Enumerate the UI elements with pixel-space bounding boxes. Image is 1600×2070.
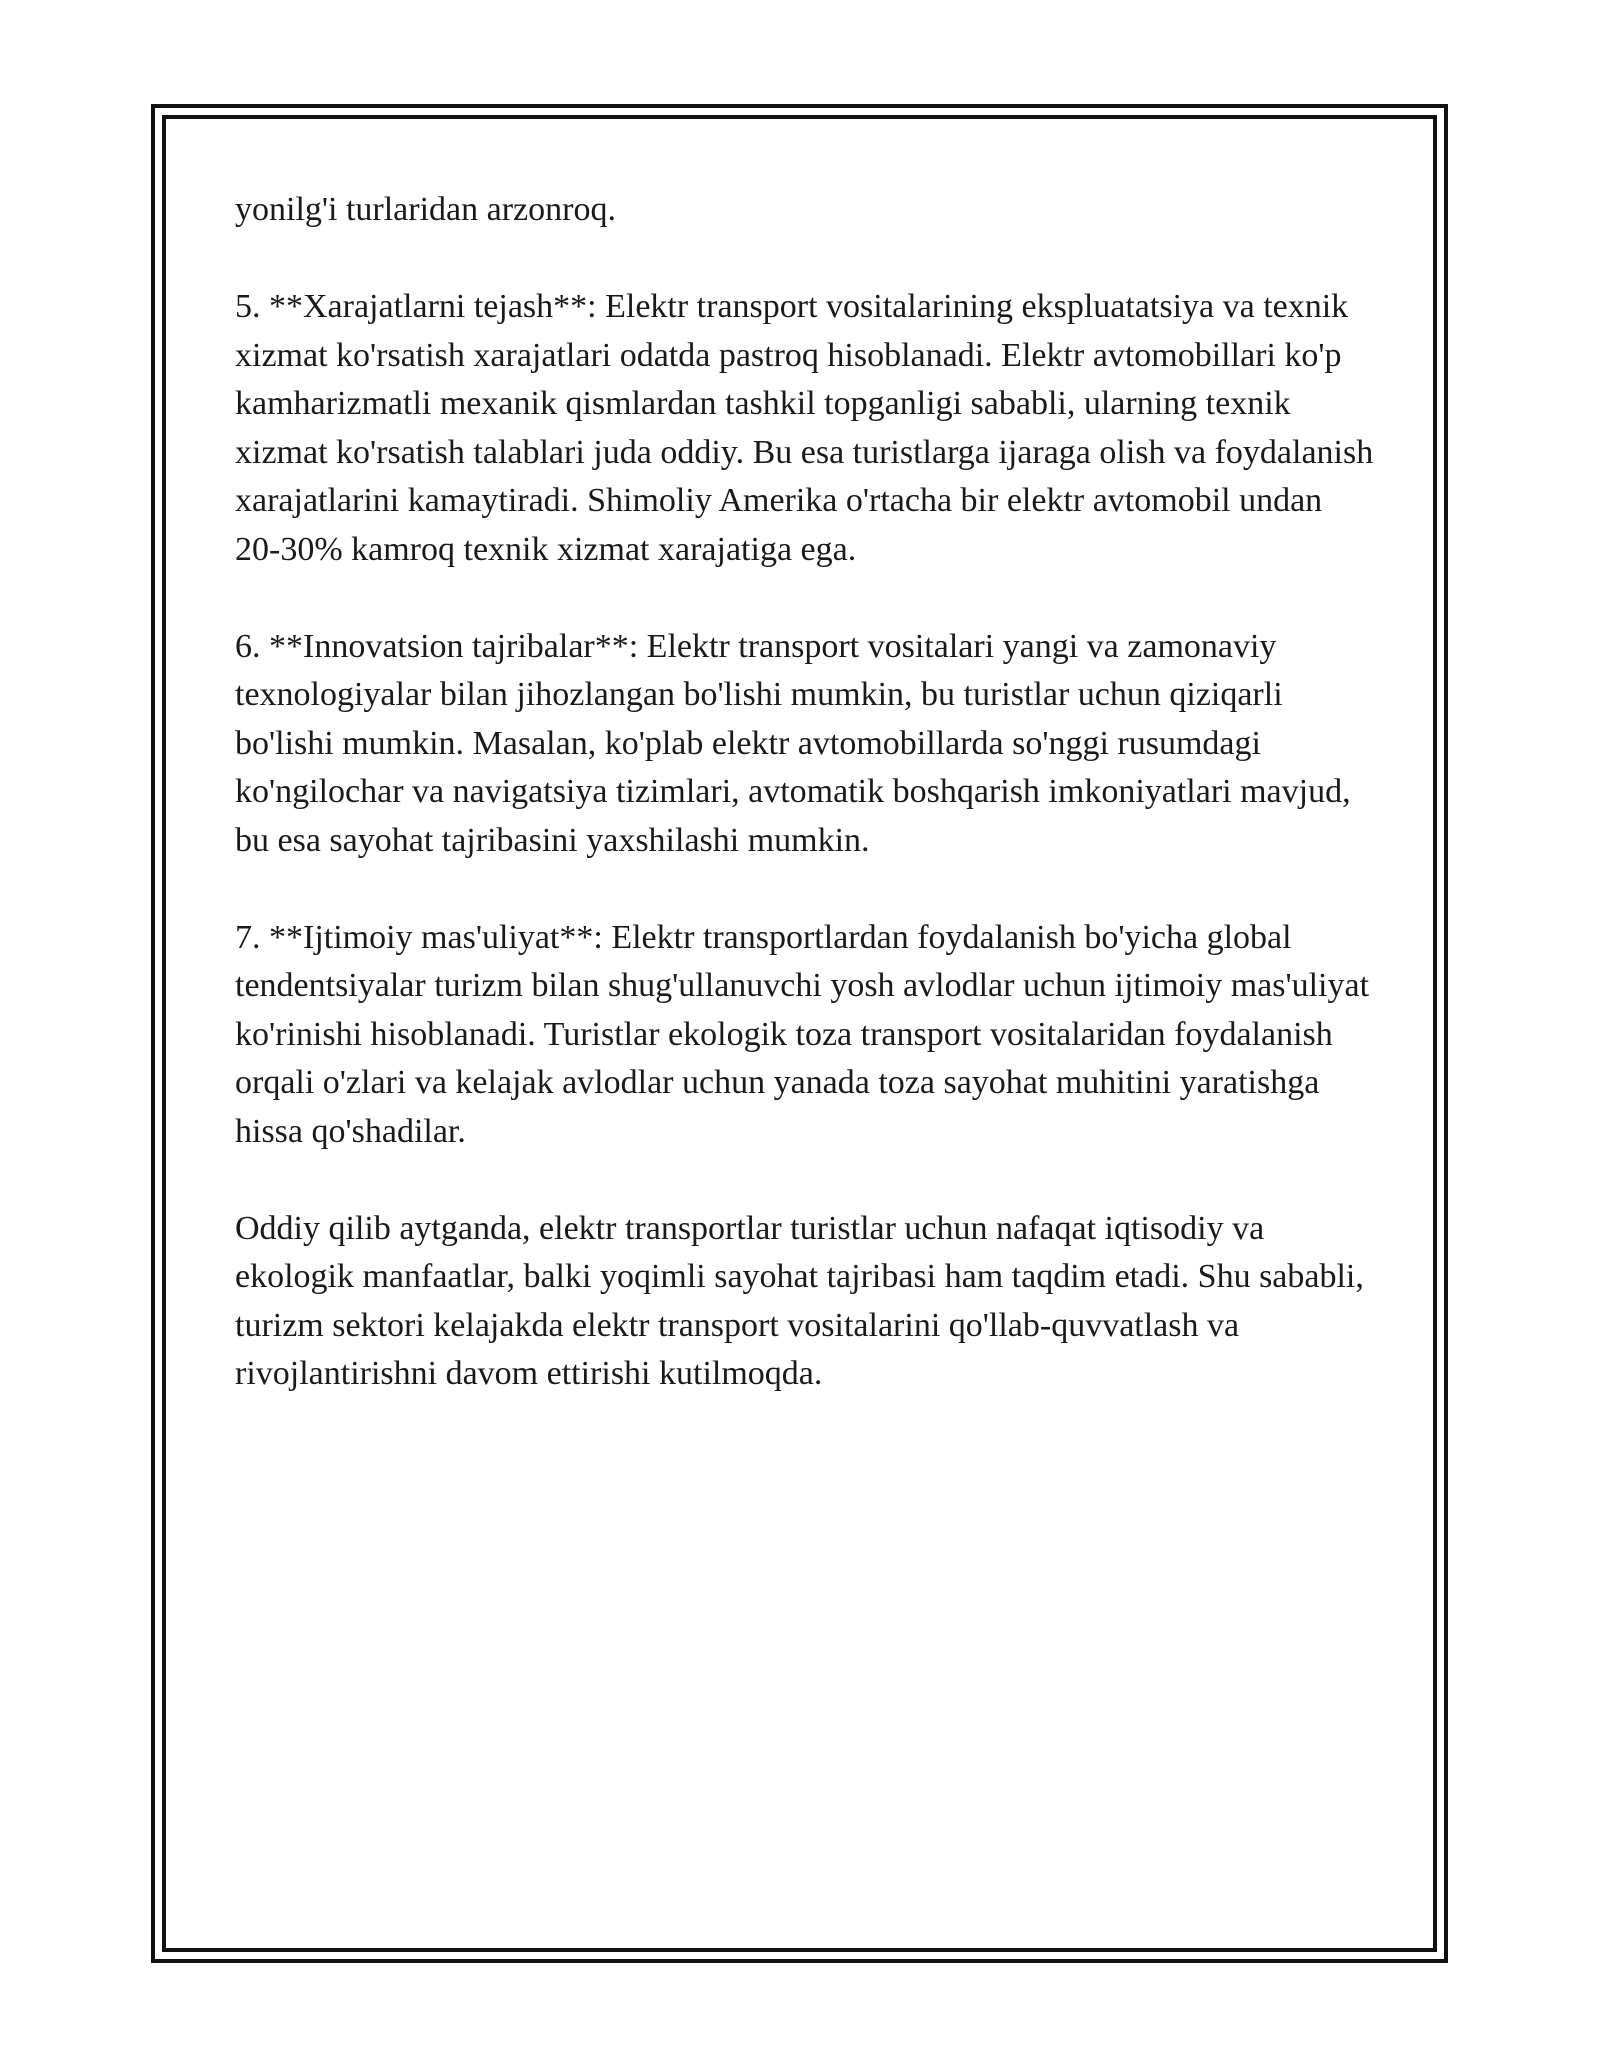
- paragraph-conclusion: Oddiy qilib aytganda, elektr transportlar turistlar uchun nafaqat iqtisodiy va ekologik manfaatlar, balki yoqimli sayohat tajribasi ham taqdim etadi. Shu sababli, turizm sektori kelajakda elektr transport vositalarini qo'llab-quvvatlash va rivojlantirishni davom ettirishi kutilmoqda.: [235, 1209, 1364, 1392]
- paragraph-continuation: yonilg'i turlaridan arzonroq.: [235, 191, 616, 228]
- paragraph-cost-savings: 5. **Xarajatlarni tejash**: Elektr transport vositalarining ekspluatatsiya va texnik xizmat ko'rsatish xarajatlari odatda pastroq hisoblanadi. Elektr avtomobillari ko'p kamharizmatli mexanik qismlardan tashkil topganligi sababli, ularning texnik xizmat ko'rsatish talablari juda oddiy. Bu esa turistlarga ijaraga olish va foydalanish xarajatlarini kamaytiradi. Shimoliy Amerika o'rtacha bir elektr avtomobil undan 20-30% kamroq texnik xizmat xarajatiga ega.: [235, 288, 1374, 568]
- paragraph-innovative-experiences: 6. **Innovatsion tajribalar**: Elektr transport vositalari yangi va zamonaviy texnologiyalar bilan jihozlangan bo'lishi mumkin, bu turistlar uchun qiziqarli bo'lishi mumkin. Masalan, ko'plab elektr avtomobillarda so'nggi rusumdagi ko'ngilochar va navigatsiya tizimlari, avtomatik boshqarish imkoniyatlari mavjud, bu esa sayohat tajribasini yaxshilashi mumkin.: [235, 627, 1351, 859]
- paragraph-social-responsibility: 7. **Ijtimoiy mas'uliyat**: Elektr transportlardan foydalanish bo'yicha global tendentsiyalar turizm bilan shug'ullanuvchi yosh avlodlar uchun ijtimoiy mas'uliyat ko'rinishi hisoblanadi. Turistlar ekologik toza transport vositalaridan foydalanish orqali o'zlari va kelajak avlodlar uchun yanada toza sayohat muhitini yaratishga hissa qo'shadilar.: [235, 918, 1370, 1150]
- document-body: [235, 186, 1375, 1447]
